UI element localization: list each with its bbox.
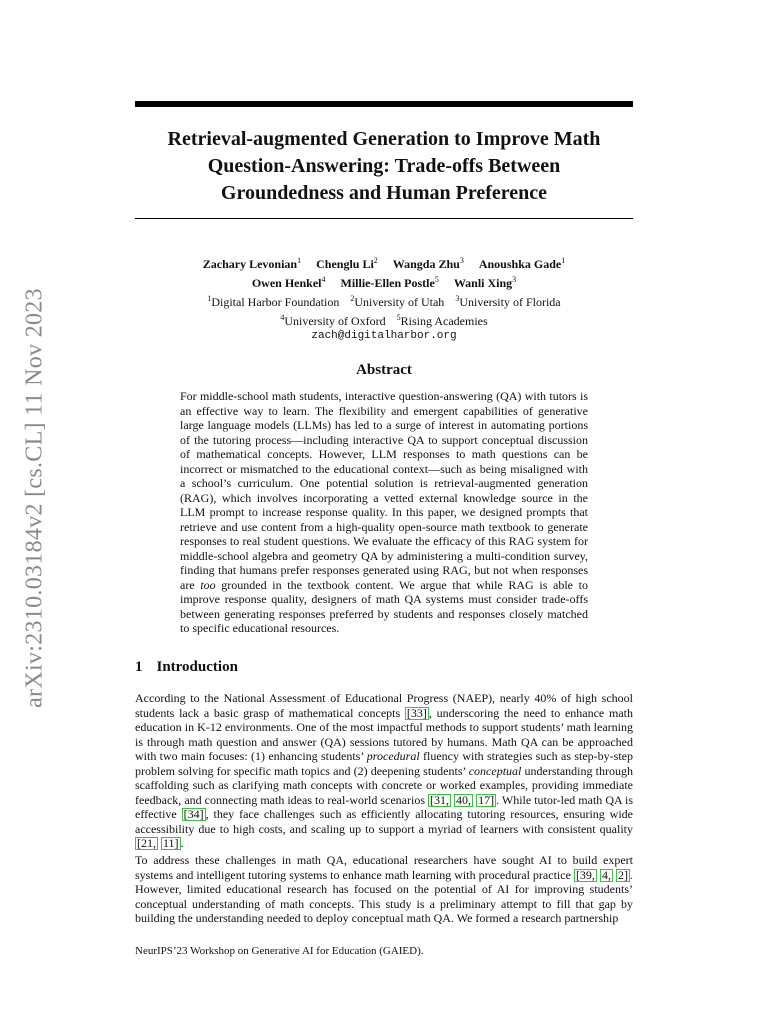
citation-link[interactable]: [33] — [406, 705, 427, 720]
intro-paragraph-1: According to the National Assessment of Educational Progress (NAEP), nearly 40% of high school students lack a basic grasp of mathematical concepts [33] , underscoring the need to enhance math education in K-12 environments. One of the most impactful methods to support students’ math learning is through math question and answer (QA) sessions tutored by humans. Math QA can be approached with two main focuses: (1) enhancing students’ procedural fluency with strategies such as step-by-step problem solving for specific math topics and (2) deepening students’ conceptual understanding through scaffolding such as clarifying math concepts with concrete or worked examples, providing immediate feedback, and connecting math ideas to real-world scenarios [31, 40, 17] . While tutor-led math QA is effective [34] , they face challenges such as efficiently allocating tutoring resources, ensuring wide accessibility due to high costs, and scaling up to support a myriad of learners with consistent quality [21, 11] . — [135, 691, 634, 850]
author-row-1 — [135, 253, 633, 272]
citation-link[interactable]: 40, — [456, 792, 472, 807]
citation-link[interactable]: [39, — [575, 867, 595, 882]
affiliation-row-1 — [135, 291, 633, 310]
author-name: Wanli Xing$^3$ — [453, 275, 517, 290]
intro-paragraph-2: To address these challenges in math QA, educational researchers have sought AI to build expert systems and intelligent tutoring systems to enhance math learning with procedural practice [39, 4, 2] . However, limited educational research has focused on the potential of AI for improving students’ conceptual understanding of math concepts. This study is a preliminary attempt to fill that gap by building the understanding needed to deploy conceptual math QA. We formed a research partnership — [135, 853, 634, 925]
author-name: Millie-Ellen Postle$^5$ — [340, 275, 439, 290]
author-row-2 — [135, 272, 633, 291]
citation-link[interactable]: 11] — [163, 836, 179, 850]
author-name: Zachary Levonian$^1$ — [202, 256, 302, 271]
abstract-heading: Abstract — [356, 362, 412, 378]
citation-link[interactable]: 4, — [601, 867, 611, 882]
affiliation: $^4$University of Oxford — [280, 313, 386, 328]
author-block — [135, 253, 633, 344]
affiliation: $^3$University of Florida — [455, 294, 561, 309]
arxiv-stamp-text: arXiv:2310.03184v2 [cs.CL] 11 Nov 2023 — [21, 288, 48, 708]
contact-email[interactable]: zach@digitalharbor.org — [311, 330, 457, 342]
affiliation: $^2$University of Utah — [350, 294, 445, 309]
affiliation-row-2 — [135, 310, 633, 329]
title-line-3: Groundedness and Human Preference — [220, 182, 548, 204]
title-rule-top — [135, 101, 633, 107]
author-name: Chenglu Li$^2$ — [316, 256, 378, 271]
author-name: Anoushka Gade$^1$ — [478, 256, 566, 271]
section-title: Introduction — [156, 659, 238, 675]
abstract-text: For middle-school math students, interactive question-answering (QA) with tutors is an effective way to learn. The flexibility and emergent capabilities of generative large language models (LLMs) has led to a surge of interest in automating portions of the tutoring process—including interactive QA to support conceptual discussion of mathematical concepts. However, LLM responses to math questions can be incorrect or mismatched to the educational context—such as being misaligned with a school’s curriculum. One potential solution is retrieval-augmented generation (RAG), which involves incorporating a vetted external knowledge source in the LLM prompt to increase response quality. In this paper, we designed prompts that retrieve and use content from a high-quality open-source math textbook to generate responses to real student questions. We evaluate the efficacy of this RAG system for middle-school algebra and geometry QA by administering a multi-condition survey, finding that humans prefer responses generated using RAG, but not when responses are too grounded in the textbook content. We argue that while RAG is able to improve response quality, designers of math QA systems must consider trade-offs between generating responses preferred by students and responses closely matched to specific educational resources. — [180, 389, 588, 635]
section-heading-introduction — [135, 659, 238, 676]
citation-link[interactable]: 17] — [478, 792, 495, 807]
section-number: 1 — [135, 659, 143, 675]
title-line-2: Question-Answering: Trade-offs Between — [207, 155, 561, 177]
affiliation: $^5$Rising Academies — [396, 313, 488, 328]
citation-link[interactable]: 2] — [618, 867, 629, 882]
title-line-1: Retrieval-augmented Generation to Improve Math — [167, 128, 601, 150]
author-name: Owen Henkel$^4$ — [251, 275, 326, 290]
affiliation: $^1$Digital Harbor Foundation — [207, 294, 340, 309]
citation-link[interactable]: [21, — [137, 836, 156, 850]
title-rule-bottom — [135, 218, 633, 219]
citation-link[interactable]: [34] — [183, 807, 204, 821]
venue-footnote: NeurIPS’23 Workshop on Generative AI for Education (GAIED). — [135, 945, 424, 957]
author-name: Wangda Zhu$^3$ — [392, 256, 464, 271]
citation-link[interactable]: [31, — [430, 792, 450, 807]
arxiv-identifier-stamp — [20, 268, 50, 728]
paper-title — [135, 126, 633, 207]
